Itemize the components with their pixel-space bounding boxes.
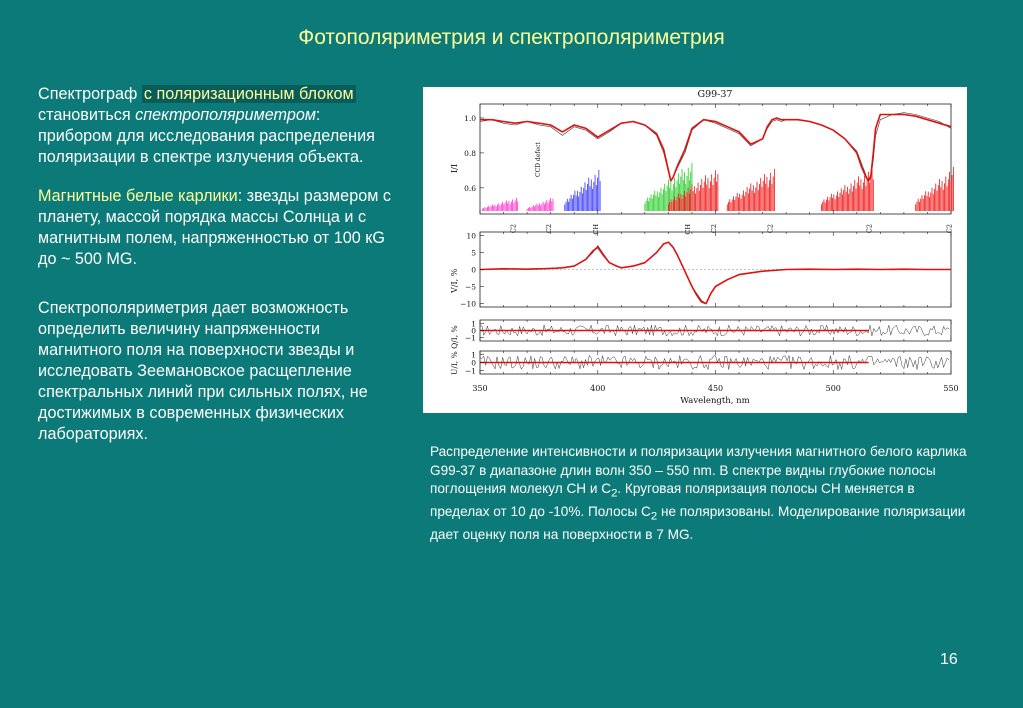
- y-axis-label-circular: V/I, %: [450, 268, 459, 293]
- band-label: C2: [865, 224, 874, 234]
- text-segment: Спектрограф: [38, 85, 142, 103]
- y-tick-label: −5: [464, 282, 476, 292]
- x-axis-label: Wavelength, nm: [680, 396, 750, 406]
- y-tick-label: −10: [460, 299, 476, 309]
- y-tick-label: 1.0: [464, 113, 476, 123]
- y-tick-label: 0: [471, 265, 476, 275]
- band-label: C2: [945, 224, 954, 234]
- ccd-defect-label: CCD defect: [535, 142, 542, 177]
- band-label: C2: [766, 224, 775, 234]
- caption-text: не поляризованы. Моделирование поляризации дает оценку поля на поверхности в 7 MG.: [430, 504, 966, 543]
- y-axis-label-linear: U/I, % Q/I, %: [450, 325, 459, 375]
- x-tick-label: 550: [943, 384, 959, 393]
- y-tick-label: 0: [471, 358, 476, 368]
- x-tick-label: 500: [825, 384, 841, 393]
- band-label: C2: [709, 224, 718, 234]
- chart-title: G99-37: [697, 89, 733, 100]
- left-text-block: [38, 84, 398, 463]
- x-tick-label: 350: [472, 384, 488, 393]
- text-segment: : прибором для исследования распределения поляризации в спектре излучения объекта.: [38, 106, 375, 166]
- paragraph-white-dwarfs: [38, 186, 398, 270]
- paragraph-spectrograph: [38, 84, 398, 168]
- spectrum-figure: [423, 87, 967, 413]
- y-tick-label: 0.6: [464, 183, 476, 193]
- highlight-white-dwarfs: Магнитные белые карлики: [38, 187, 238, 205]
- y-tick-label: −1: [464, 333, 476, 343]
- text-segment: становиться: [38, 106, 136, 124]
- y-tick-label: 5: [471, 248, 476, 258]
- italic-term: спектрополяриметром: [135, 106, 316, 124]
- caption-text: . Круговая поляризация полосы CH меняется в пределах от 10 до -10%. Полосы C: [430, 481, 915, 520]
- y-tick-label: 10: [466, 231, 476, 241]
- y-tick-label: −1: [464, 366, 476, 376]
- caption-subscript: 2: [611, 487, 618, 500]
- figure-caption: [430, 443, 970, 545]
- y-tick-label: 0.8: [464, 148, 476, 158]
- circular-observed-line: [480, 242, 951, 303]
- paragraph-spectropolarimetry: Спектрополяриметрия дает возможность определить величину напряженности магнитного поля на поверхности звезды и исследовать Зеемановское расщепление спектральных линий при сильных полях, не достижимых в современных физических лабораториях.: [38, 299, 368, 443]
- y-tick-label: 0: [471, 326, 476, 336]
- y-tick-label: 1: [471, 350, 476, 360]
- band-label: CH: [683, 224, 692, 235]
- y-axis-label-intensity: I/I: [450, 163, 459, 173]
- x-tick-label: 400: [590, 384, 606, 393]
- slide-title: Фотополяриметрия и спектрополяриметрия: [298, 26, 725, 49]
- highlight-polarization-unit: с поляризационным блоком: [143, 85, 354, 103]
- caption-subscript: 2: [650, 510, 658, 523]
- band-label: C2: [509, 224, 518, 234]
- y-tick-label: 1: [471, 319, 476, 329]
- caption-text: Распределение интенсивности и поляризации излучения магнитного белого карлика G99-37 в диапазоне длин волн 350 – 550 nm. В спектре видны глубокие полосы поглощения молекул CH и C: [430, 444, 967, 496]
- page-number: 16: [940, 651, 958, 668]
- x-tick-label: 450: [707, 384, 724, 393]
- band-label: C2: [545, 224, 554, 234]
- text-segment: : звезды размером с планету, массой порядка массы Солнца и с магнитным полем, напряженностью от 100 кG до ~ 500 MG.: [38, 187, 391, 268]
- band-label: CH: [592, 224, 601, 235]
- spectrum-chart: [423, 87, 967, 413]
- circular-model-line: [480, 242, 951, 303]
